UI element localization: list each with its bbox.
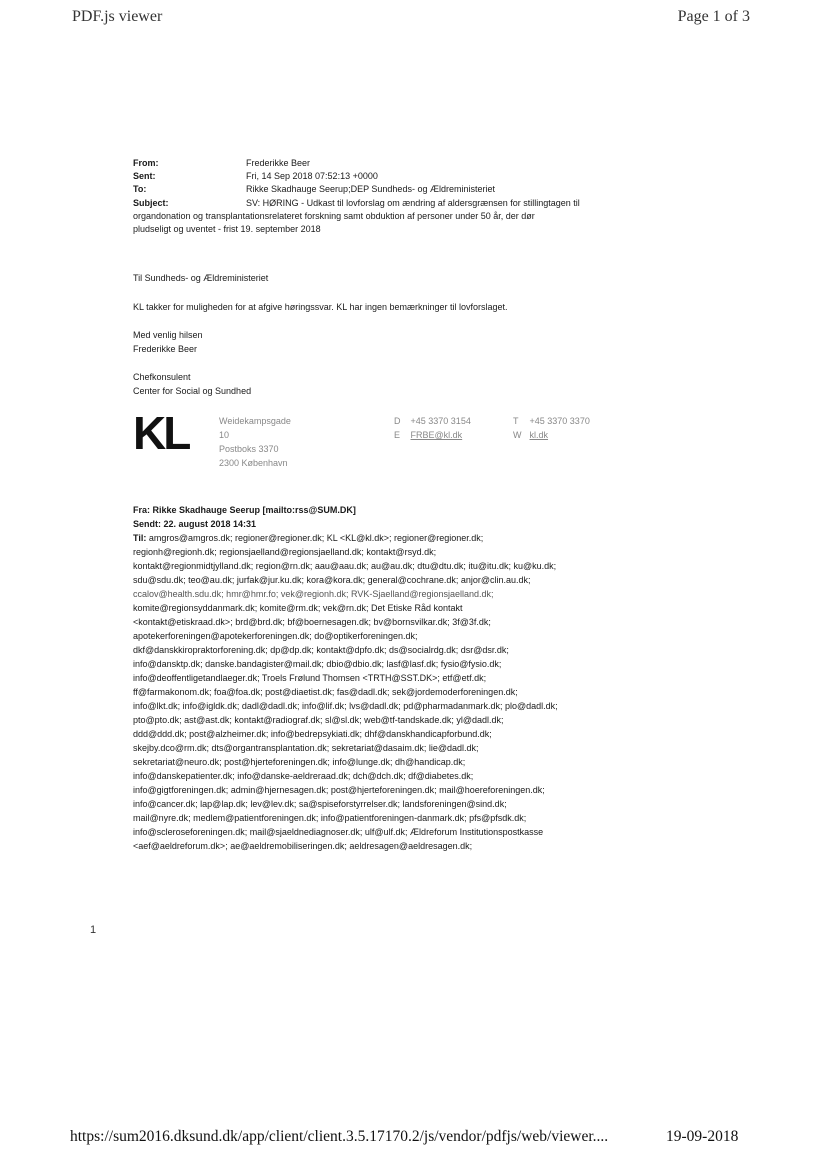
recipients-line: pto@pto.dk; ast@ast.dk; kontakt@radiograf.dk; sl@sl.dk; web@tf-tandskade.dk; yl@dadl.dk;: [133, 715, 504, 725]
sent-value: Fri, 14 Sep 2018 07:52:13 +0000: [246, 171, 378, 182]
website-label: W: [513, 430, 522, 440]
recipients-line: info@gigtforeningen.dk; admin@hjernesagen.dk; post@hjerteforeningen.dk; mail@hoereforeningen.dk;: [133, 785, 545, 795]
recipients-label: Til:: [133, 533, 147, 543]
recipients-line: ccalov@health.sdu.dk; hmr@hmr.fo; vek@regionh.dk; RVK-Sjaelland@regionsjaelland.dk;: [133, 589, 494, 599]
recipients-line: info@scleroseforeningen.dk; mail@sjaeldnediagnoser.dk; ulf@ulf.dk; Ældreforum Institutionspostkasse: [133, 827, 544, 837]
recipients-line: info@dansktp.dk; danske.bandagister@mail.dk; dbio@dbio.dk; lasf@lasf.dk; fysio@fysio.dk;: [133, 659, 502, 669]
address-line-3: 2300 København: [219, 458, 288, 468]
to-row: [133, 183, 535, 196]
from-row: [133, 157, 535, 170]
website-link[interactable]: kl.dk: [529, 430, 549, 440]
recipients-line: sdu@sdu.dk; teo@au.dk; jurfak@jur.ku.dk; kora@kora.dk; general@cochrane.dk; anjor@clin.au.dk;: [133, 575, 531, 585]
to-value: Rikke Skadhauge Seerup;DEP Sundheds- og Ældreministeriet: [246, 184, 495, 195]
body-text: KL takker for muligheden for at afgive høringssvar. KL har ingen bemærkninger til lovforslaget.: [133, 302, 508, 312]
footer-url: https://sum2016.dksund.dk/app/client/client.3.5.17170.2/js/vendor/pdfjs/web/viewer....: [70, 1128, 609, 1145]
recipients-line: skejby.dco@rm.dk; dts@organtransplantation.dk; sekretariat@dasaim.dk; lie@dadl.dk;: [133, 743, 479, 753]
recipients-line: info@deoffentligetandlaeger.dk; Troels Frølund Thomsen <TRTH@SST.DK>; etf@etf.dk;: [133, 673, 487, 683]
recipients-line: amgros@amgros.dk; regioner@regioner.dk; KL <KL@kl.dk>; regioner@regioner.dk;: [148, 533, 484, 543]
email-header: [133, 157, 580, 236]
department: Center for Social og Sundhed: [133, 386, 252, 396]
address-line-2: Postboks 3370: [219, 444, 279, 454]
recipients-line: ddd@ddd.dk; post@alzheimer.dk; info@bedrepsykiati.dk; dhf@danskhandicapforbund.dk;: [133, 729, 492, 739]
sent-row: [133, 170, 535, 183]
email-contact-label: E: [394, 430, 401, 440]
recipients-line: apotekerforeningen@apotekerforeningen.dk; do@optikerforeningen.dk;: [133, 631, 418, 641]
recipients-line: regionh@regionh.dk; regionsjaelland@regionsjaelland.dk; kontakt@rsyd.dk;: [133, 547, 437, 557]
to-label: To:: [133, 184, 147, 195]
recipients-line: ff@farmakonom.dk; foa@foa.dk; post@diaetist.dk; fas@dadl.dk; sek@jordemoderforeningen.dk;: [133, 687, 518, 697]
email-link[interactable]: FRBE@kl.dk: [410, 430, 463, 440]
direct-phone-value: +45 3370 3154: [410, 416, 471, 426]
page-number: 1: [90, 924, 97, 936]
email-contact: [394, 428, 462, 442]
recipients-line: <aef@aeldreforum.dk>; ae@aeldremobiliseringen.dk; aeldresagen@aeldresagen.dk;: [133, 841, 473, 851]
kl-logo: KL: [133, 407, 189, 459]
greeting: Til Sundheds- og Ældreministeriet: [133, 273, 269, 283]
from-value: Frederikke Beer: [246, 158, 311, 168]
recipients-line: info@danskepatienter.dk; info@danske-aeldreraad.dk; dch@dch.dk; df@diabetes.dk;: [133, 771, 474, 781]
recipients-line: mail@nyre.dk; medlem@patientforeningen.dk; info@patientforeningen-danmark.dk; pfs@pfsdk.dk;: [133, 813, 527, 823]
website-contact: [513, 428, 548, 442]
closing: Med venlig hilsen: [133, 330, 203, 340]
role: Chefkonsulent: [133, 372, 191, 382]
subject-row: [133, 197, 580, 210]
forwarded-recipients: [133, 531, 558, 545]
from-label: From:: [133, 158, 159, 168]
direct-phone-label: D: [394, 416, 401, 426]
forwarded-message: [133, 503, 558, 853]
footer-date: 19-09-2018: [666, 1128, 739, 1145]
main-phone: [513, 414, 590, 428]
subject-line-2: organdonation og transplantationsrelateret forskning samt obduktion af personer under 50 år, der dør: [133, 210, 535, 221]
forwarded-from: Fra: Rikke Skadhauge Seerup [mailto:rss@SUM.DK]: [133, 505, 356, 515]
viewer-title: PDF.js viewer: [72, 8, 163, 25]
recipients-line: <kontakt@etiskraad.dk>; brd@brd.dk; bf@boernesagen.dk; bv@bornsvilkar.dk; 3f@3f.dk;: [133, 617, 491, 627]
recipients-line: info@lkt.dk; info@igldk.dk; dadl@dadl.dk; info@lif.dk; lvs@dadl.dk; pd@pharmadanmark.dk; plo@dadl.dk;: [133, 701, 558, 711]
recipients-line: komite@regionsyddanmark.dk; komite@rm.dk; vek@rn.dk; Det Etiske Råd kontakt: [133, 603, 463, 613]
recipients-line: dkf@danskkiropraktorforening.dk; dp@dp.dk; kontakt@dpfo.dk; ds@socialrdg.dk; dsr@dsr.dk;: [133, 645, 509, 655]
direct-phone: [394, 414, 471, 428]
recipients-line: info@cancer.dk; lap@lap.dk; lev@lev.dk; sa@spiseforstyrrelser.dk; landsforeningen@sind.dk;: [133, 799, 507, 809]
address-line-1: Weidekampsgade 10: [219, 416, 291, 440]
recipients-line: sekretariat@neuro.dk; post@hjerteforeningen.dk; info@lunge.dk; dh@handicap.dk;: [133, 757, 466, 767]
recipients-line: kontakt@regionmidtjylland.dk; region@rn.dk; aau@aau.dk; au@au.dk; dtu@dtu.dk; itu@itu.dk; ku@ku.dk;: [133, 561, 557, 571]
main-phone-label: T: [513, 416, 519, 426]
address-block: [219, 414, 291, 470]
subject-line-1: SV: HØRING - Udkast til lovforslag om ændring af aldersgrænsen for stillingtagen til: [246, 197, 580, 208]
page-indicator: Page 1 of 3: [677, 8, 750, 25]
subject-line-3: pludseligt og uventet - frist 19. september 2018: [133, 223, 321, 234]
main-phone-value: +45 3370 3370: [529, 416, 590, 426]
subject-label: Subject:: [133, 197, 169, 208]
forwarded-sent: Sendt: 22. august 2018 14:31: [133, 519, 257, 529]
closing-name: Frederikke Beer: [133, 344, 198, 354]
sent-label: Sent:: [133, 171, 156, 182]
